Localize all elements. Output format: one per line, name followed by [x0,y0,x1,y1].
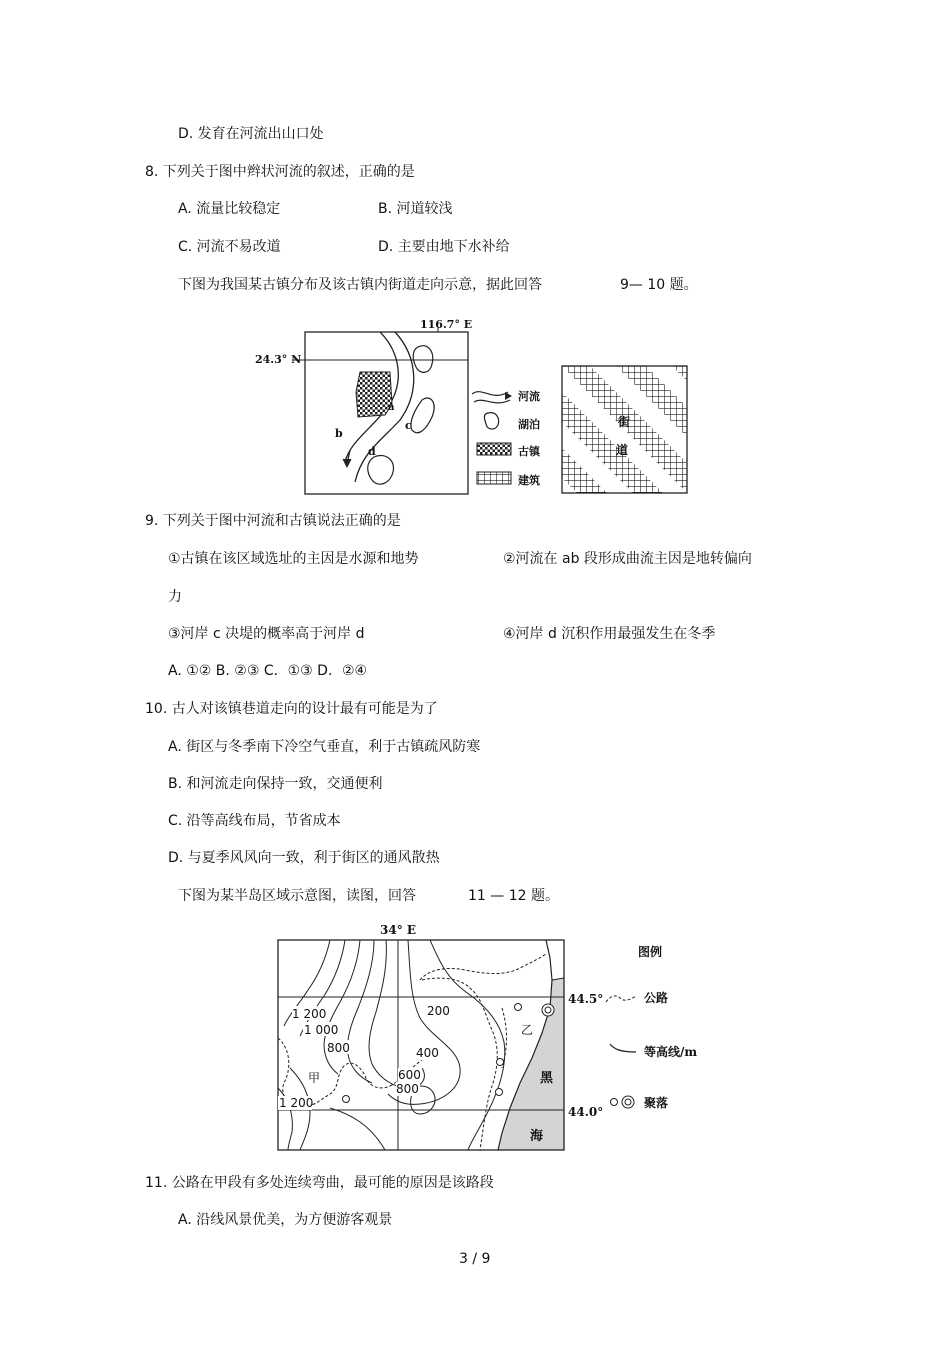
contour-label-600: 600 [398,1068,421,1082]
q10-option-d: D. 与夏季风风向一致，利于街区的通风散热 [168,850,440,866]
q10-option-a: A. 街区与冬季南下冷空气垂直，利于古镇疏风防寒 [168,739,481,755]
legend-contour-label: 等高线/m [644,1045,698,1059]
fig1-point-a: a [388,402,395,413]
legend-village-label: 聚落 [644,1096,669,1110]
sea-char-2: 海 [530,1129,544,1144]
q11-option-a: A. 沿线风景优美，为方便游客观景 [178,1212,393,1228]
q9-options: A. ①② B. ②③ C．①③ D．②④ [168,663,368,679]
sea-char-1: 黑 [540,1071,554,1086]
fig2-latitude-bottom: 44.0° [568,1105,604,1119]
intro-11-12-range: 11 — 12 题。 [468,888,559,904]
fig2-legend-title: 图例 [638,945,663,959]
q9-statement-4: ④河岸 d 沉积作用最强发生在冬季 [503,626,716,642]
fig1-point-b: b [335,427,343,440]
legend-town-label: 古镇 [518,445,540,458]
q11-stem: 11. 公路在甲段有多处连续弯曲，最可能的原因是该路段 [145,1175,494,1191]
legend-road-label: 公路 [644,991,669,1005]
street-char-1: 街 [618,415,631,429]
contour-label-1000: 1 000 [304,1023,339,1037]
q8-stem: 8. 下列关于图中辫状河流的叙述，正确的是 [145,164,415,180]
contour-label-800-left: 800 [327,1041,350,1055]
legend-building-label: 建筑 [518,474,540,487]
q10-option-b: B. 和河流走向保持一致，交通便利 [168,776,383,792]
page-number: 3 / 9 [459,1251,491,1267]
fig2-longitude-label: 34° E [380,923,417,937]
fig1-point-d: d [368,445,376,458]
q8-option-c: C. 河流不易改道 [178,239,281,255]
q8-option-b: B. 河道较浅 [378,201,453,217]
fig1-longitude-label: 116.7° E [420,318,473,331]
legend-river-label: 河流 [518,390,540,403]
q9-statement-3: ③河岸 c 决堤的概率高于河岸 d [168,626,365,642]
place-jia: 甲 [308,1071,321,1085]
q7-option-d: D. 发育在河流出山口处 [178,126,324,142]
contour-label-1200-bottom: 1 200 [279,1096,314,1110]
q10-option-c: C. 沿等高线布局，节省成本 [168,813,341,829]
q8-option-d: D. 主要由地下水补给 [378,239,510,255]
contour-label-400: 400 [416,1046,439,1060]
contour-label-800-center: 800 [396,1082,419,1096]
q9-statement-2-cont: 力 [168,589,182,605]
q9-statement-1: ①古镇在该区域选址的主因是水源和地势 [168,551,419,567]
q8-option-a: A. 流量比较稳定 [178,201,281,217]
legend-lake-label: 湖泊 [518,418,540,431]
q9-stem: 9. 下列关于图中河流和古镇说法正确的是 [145,513,401,529]
q10-stem: 10. 古人对该镇巷道走向的设计最有可能是为了 [145,701,438,717]
intro-11-12-text: 下图为某半岛区域示意图，读图，回答 [178,888,416,904]
ancient-town-map-figure [250,312,700,502]
fig2-latitude-top: 44.5° [568,992,604,1006]
contour-label-1200-top: 1 200 [292,1007,327,1021]
place-yi: 乙 [521,1023,534,1037]
intro-9-10-text: 下图为我国某古镇分布及该古镇内街道走向示意，据此回答 [178,277,542,293]
contour-label-200: 200 [427,1004,450,1018]
fig1-point-c: c [405,419,412,432]
street-char-2: 道 [616,443,629,457]
q9-statement-2: ②河流在 ab 段形成曲流主因是地转偏向 [503,551,752,567]
intro-9-10-range: 9— 10 题。 [620,277,698,293]
fig1-latitude-label: 24.3° N [255,353,302,366]
peninsula-map-figure [270,918,720,1158]
